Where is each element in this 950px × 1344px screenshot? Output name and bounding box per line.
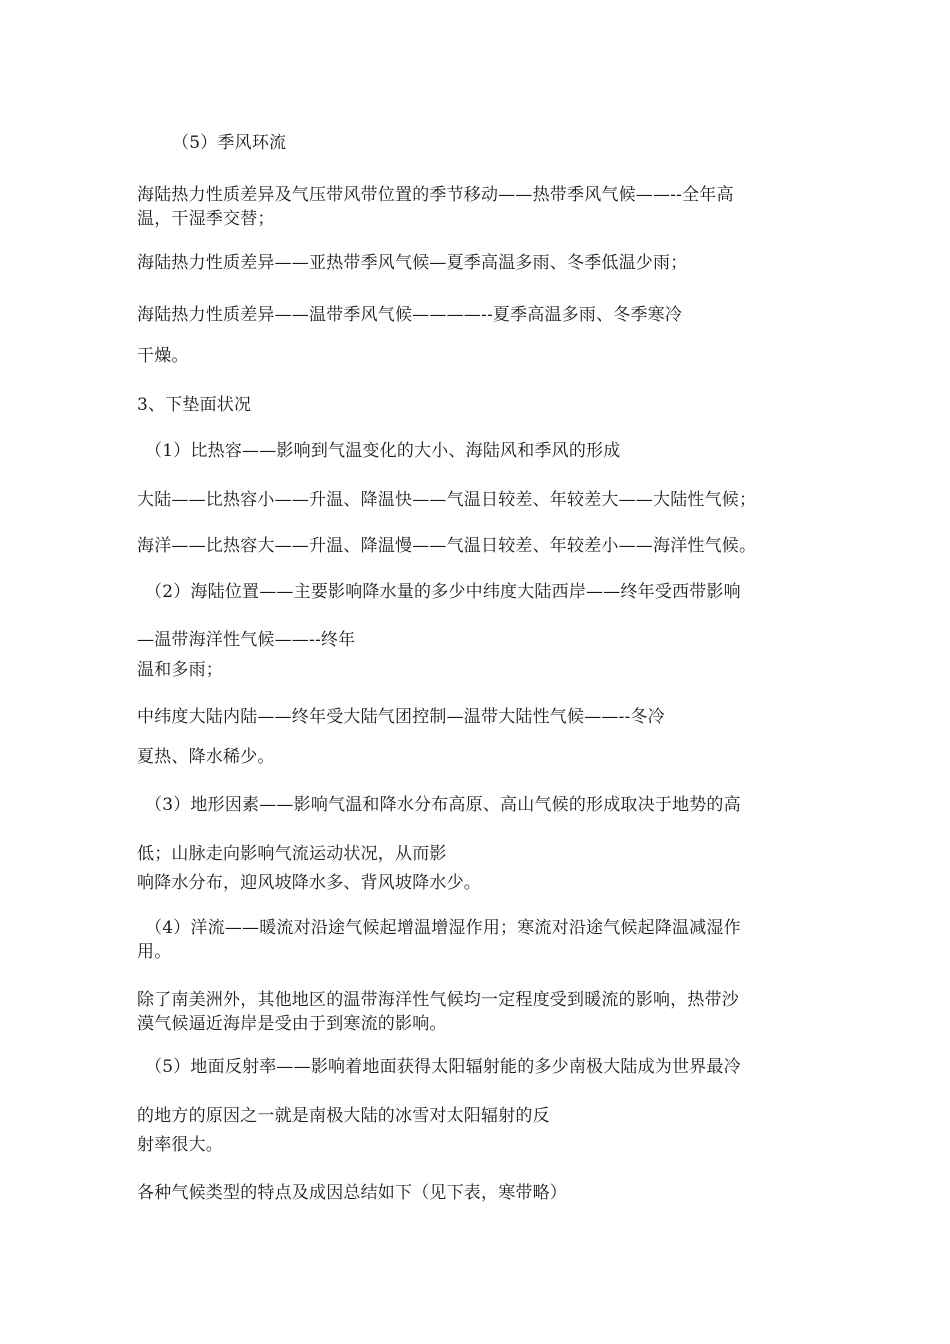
paragraph-line: 漠气候逼近海岸是受由于到寒流的影响。 [137,1014,447,1034]
paragraph-line: 海陆热力性质差异——亚热带季风气候—夏季高温多雨、冬季低温少雨； [137,253,688,273]
paragraph-line: 海陆热力性质差异——温带季风气候————--夏季高温多雨、冬季寒冷 [137,305,683,325]
paragraph-line: 射率很大。 [137,1135,223,1155]
paragraph-line: 海洋——比热容大——升温、降温慢——气温日较差、年较差小——海洋性气候。 [137,536,757,556]
subheading-specific-heat: （1）比热容——影响到气温变化的大小、海陆风和季风的形成 [145,441,621,461]
paragraph-line: 中纬度大陆内陆——终年受大陆气团控制—温带大陆性气候——--冬冷 [137,707,665,727]
paragraph-line: 温，干湿季交替； [137,209,275,229]
paragraph-line: —温带海洋性气候——--终年 [137,630,356,650]
paragraph-line: 干燥。 [137,346,189,366]
paragraph-line: 夏热、降水稀少。 [137,747,275,767]
paragraph-line: 温和多雨； [137,660,223,680]
paragraph-line: 响降水分布，迎风坡降水多、背风坡降水少。 [137,873,481,893]
subheading-land-sea-position: （2）海陆位置——主要影响降水量的多少中纬度大陆西岸——终年受西带影响 [145,582,741,602]
paragraph-line: 用。 [137,942,172,962]
paragraph-line: 低；山脉走向影响气流运动状况，从而影 [137,844,447,864]
subheading-albedo: （5）地面反射率——影响着地面获得太阳辐射能的多少南极大陆成为世界最冷 [145,1057,741,1077]
paragraph-line: 除了南美洲外，其他地区的温带海洋性气候均一定程度受到暖流的影响，热带沙 [137,990,739,1010]
section-heading-underlying-surface: 3、下垫面状况 [137,395,252,415]
paragraph-line: 大陆——比热容小——升温、降温快——气温日较差、年较差大——大陆性气候； [137,490,757,510]
subheading-monsoon-circulation: （5）季风环流 [172,133,287,153]
paragraph-line: 海陆热力性质差异及气压带风带位置的季节移动——热带季风气候——--全年高 [137,185,734,205]
subheading-terrain: （3）地形因素——影响气温和降水分布高原、高山气候的形成取决于地势的高 [145,795,741,815]
paragraph-line: 的地方的原因之一就是南极大陆的冰雪对太阳辐射的反 [137,1106,550,1126]
paragraph-line: 各种气候类型的特点及成因总结如下（见下表，寒带略） [137,1183,567,1203]
subheading-ocean-currents: （4）洋流——暖流对沿途气候起增温增湿作用；寒流对沿途气候起降温减湿作 [145,918,741,938]
